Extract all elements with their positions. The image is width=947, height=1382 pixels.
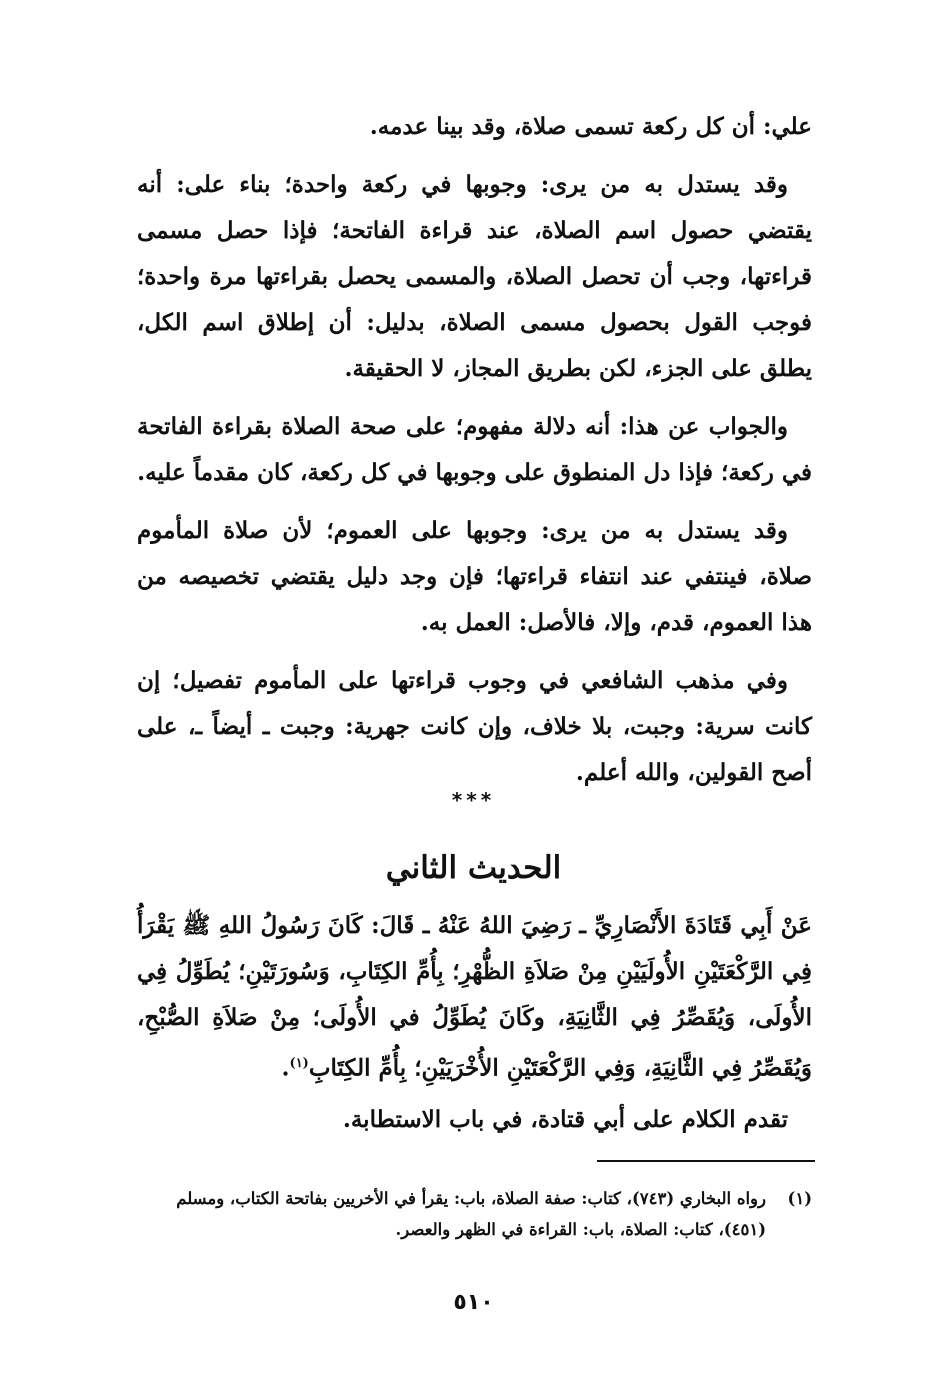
hadith-note: تقدم الكلام على أبي قتادة، في باب الاستطابة.: [342, 1106, 788, 1133]
commentary-text: [137, 104, 812, 808]
footnote-text-continued: (٤٥١)، كتاب: الصلاة، باب: القراءة في الظهر والعصر.: [395, 1220, 766, 1239]
hadith-body: عَنْ أَبِي قَتَادَةَ الأَنْصَارِيِّ ـ رَضِيَ اللهُ عَنْهُ ـ قَالَ: كَانَ رَسُولُ اللهِ ﷺ يَقْرَأُ فِي الرَّكْعَتَيْنِ الأُولَيَيْنِ مِنْ صَلاَةِ الظُّهْرِ؛ بِأُمِّ الكِتَابِ، وَسُورَتَيْنِ؛ يُطَوِّلُ فِي الأُولَى، وَيُقَصِّرُ فِي الثَّانِيَةِ، وكَانَ يُطَوِّلُ في الأُولَى؛ مِنْ صَلاَةِ الصُّبْحِ، وَيُقَصِّرُ فِي الثَّانِيَةِ، وَفِي الرَّكْعَتَيْنِ الأُخْرَيَيْنِ؛ بِأُمِّ الكِتَابِ: [137, 912, 812, 1082]
paragraph: والجواب عن هذا: أنه دلالة مفهوم؛ على صحة الصلاة بقراءة الفاتحة في ركعة؛ فإذا دل المنطوق على وجوبها في كل ركعة، كان مقدماً عليه.: [137, 413, 812, 486]
paragraph: وقد يستدل به من يرى: وجوبها على العموم؛ لأن صلاة المأموم صلاة، فينتفي عند انتفاء قراءتها؛ فإن وجد دليل يقتضي تخصيصه من هذا العموم، قدم، وإلا، فالأصل: العمل به.: [137, 517, 812, 636]
hadith-text: [137, 903, 812, 1092]
hadith-end: .: [281, 1054, 290, 1082]
footnote-text: رواه البخاري (٧٤٣)، كتاب: صفة الصلاة، باب: يقرأ في الأخريين بفاتحة الكتاب، ومسلم: [176, 1189, 766, 1208]
page-number: ٥١٠: [453, 1290, 494, 1315]
section-separator: ***: [451, 788, 496, 812]
footnote-number: (١): [787, 1189, 812, 1208]
paragraph: وفي مذهب الشافعي في وجوب قراءتها على المأموم تفصيل؛ إن كانت سرية: وجبت، بلا خلاف، وإن كانت جهرية: وجبت ـ أيضاً ـ، على أصح القولين، والله أعلم.: [137, 667, 812, 786]
hadith-title: الحديث الثاني: [385, 850, 562, 886]
footnote-line: [132, 1183, 812, 1214]
footnote-reference: (١): [289, 1056, 309, 1071]
paragraph: علي: أن كل ركعة تسمى صلاة، وقد بينا عدمه.: [369, 113, 812, 140]
footnotes: [132, 1183, 812, 1245]
paragraph: وقد يستدل به من يرى: وجوبها في ركعة واحدة؛ بناء على: أنه يقتضي حصول اسم الصلاة، عند قراءة الفاتحة؛ فإذا حصل مسمى قراءتها، وجب أن تحصل الصلاة، والمسمى يحصل بقراءتها مرة واحدة؛ فوجب القول بحصول مسمى الصلاة، بدليل: أن إطلاق اسم الكل، يطلق على الجزء، لكن بطريق المجاز، لا الحقيقة.: [137, 171, 812, 382]
footnote-divider: [597, 1160, 815, 1162]
